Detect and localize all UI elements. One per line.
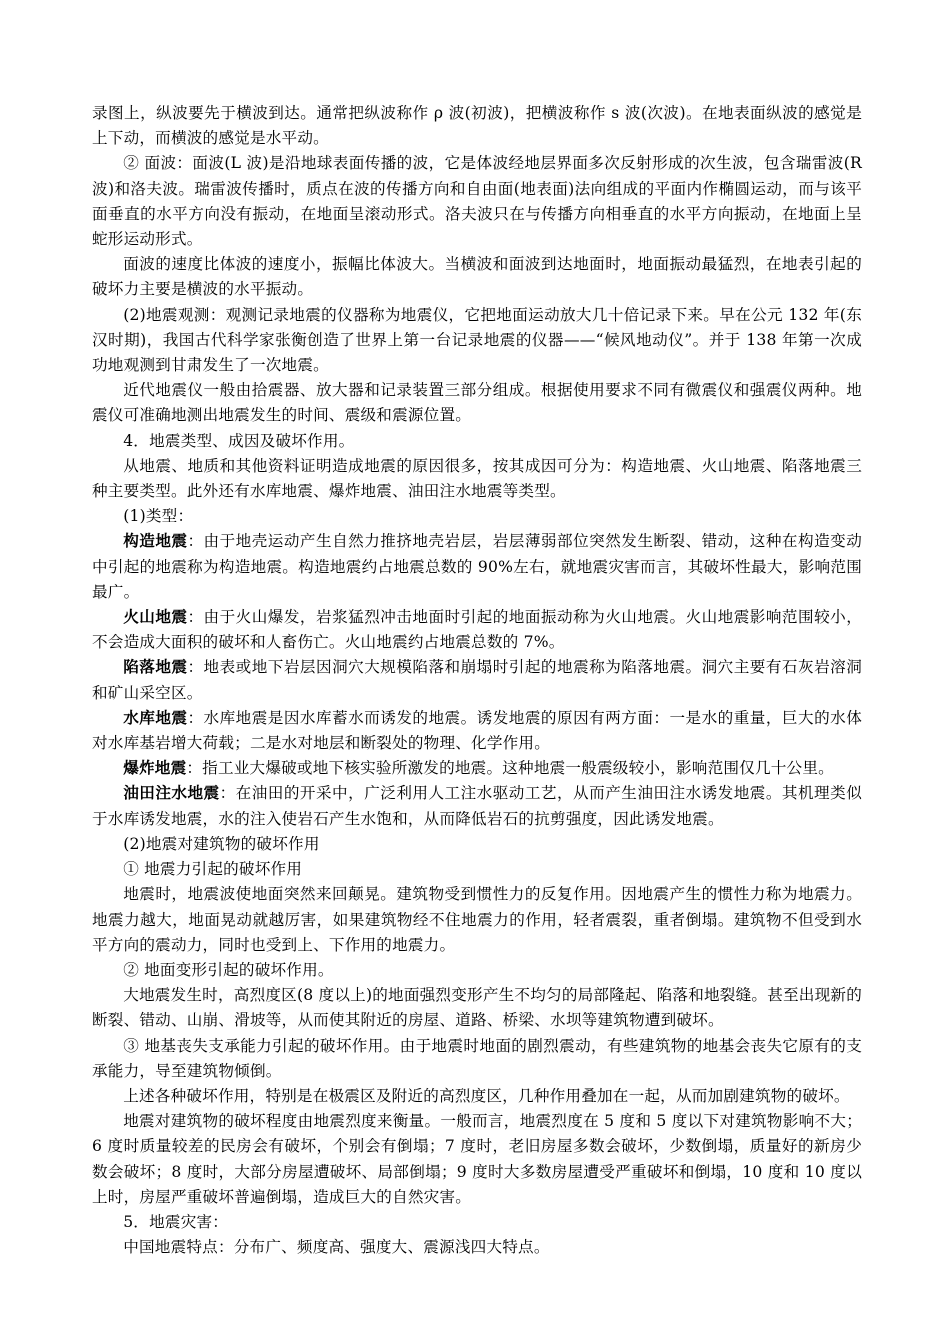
paragraph-causes [92,454,862,504]
paragraph-text: 大地震发生时，高烈度区(8 度以上)的地面强烈变形产生不均匀的局部隆起、陷落和地裂缝。甚至出现新的断裂、错动、山崩、滑坡等，从而使其附近的房屋、道路、桥梁、水坝等建筑物遭到破坏。 [92,986,862,1030]
paragraph-text: 上述各种破坏作用，特别是在极震区及附近的高烈度区，几种作用叠加在一起，从而加剧建筑物的破坏。 [123,1086,850,1105]
term-label: 火山地震 [123,608,188,627]
heading-text: ① 地震力引起的破坏作用 [123,860,303,879]
heading-text: (1)类型： [123,507,194,526]
paragraph-seismic-observation [92,303,862,379]
paragraph-text: 地震时，地震波使地面突然来回颠晃。建筑物受到惯性力的反复作用。因地震产生的惯性力称为地震力。地震力越大，地面晃动就越厉害，如果建筑物经不住地震力的作用，轻者震裂，重者倒塌。建筑物不但受到水平方向的震动力，同时也受到上、下作用的地震力。 [92,885,862,954]
paragraph-text: 录图上，纵波要先于横波到达。通常把纵波称作 ρ 波(初波)，把横波称作 s 波(次波)。在地表面纵波的感觉是上下动，而横波的感觉是水平动。 [92,104,862,148]
paragraph-reservoir-earthquake [92,706,862,756]
paragraph-tectonic-earthquake [92,529,862,605]
term-label: 油田注水地震 [123,784,220,803]
section-heading-types [92,429,862,454]
paragraph-china-features [92,1235,862,1260]
paragraph-text: ：由于地壳运动产生自然力推挤地壳岩层，岩层薄弱部位突然发生断裂、错动，这种在构造变动中引起的地震称为构造地震。构造地震约占地震总数的 90%左右，就地震灾害而言，其破坏性最大，影响范围最广。 [92,532,862,601]
paragraph-text: 近代地震仪一般由拾震器、放大器和记录装置三部分组成。根据使用要求不同有微震仪和强震仪两种。地震仪可准确地测出地震发生的时间、震级和震源位置。 [92,381,862,425]
paragraph-surface-wave-speed [92,252,862,302]
paragraph-text: ：地表或地下岩层因洞穴大规模陷落和崩塌时引起的地震称为陷落地震。洞穴主要有石灰岩溶洞和矿山采空区。 [92,658,862,702]
paragraph-collapse-earthquake [92,655,862,705]
paragraph-text: ：水库地震是因水库蓄水而诱发的地震。诱发地震的原因有两方面：一是水的重量，巨大的水体对水库基岩增大荷载；二是水对地层和断裂处的物理、化学作用。 [92,708,862,753]
paragraph-intensity-scale [92,1109,862,1210]
subheading-types [92,504,862,529]
paragraph-wave-arrival [92,101,862,151]
subheading-seismic-force [92,857,862,882]
subheading-ground-deformation [92,958,862,983]
subheading-building-damage [92,832,862,857]
paragraph-volcanic-earthquake [92,605,862,655]
heading-text: 5．地震灾害： [123,1212,229,1231]
paragraph-text: ：指工业大爆破或地下核实验所激发的地震。这种地震一般震级较小，影响范围仅几十公里。 [186,759,834,778]
heading-text: (2)地震对建筑物的破坏作用 [123,834,320,853]
paragraph-seismic-force [92,882,862,958]
paragraph-text: (2)地震观测：观测记录地震的仪器称为地震仪，它把地面运动放大几十倍记录下来。早在公元 132 年(东汉时期)，我国古代科学家张衡创造了世界上第一台记录地震的仪器——“候风地动仪”。并于 138 年第一次成功地观测到甘肃发生了一次地震。 [92,305,862,375]
paragraph-explosion-earthquake [92,756,862,781]
paragraph-text: ：由于火山爆发，岩浆猛烈冲击地面时引起的地面振动称为火山地震。火山地震影响范围较小，不会造成大面积的破坏和人畜伤亡。火山地震约占地震总数的 7%。 [92,608,862,652]
term-label: 水库地震 [123,708,188,727]
term-label: 爆炸地震 [123,759,187,778]
paragraph-modern-seismograph [92,378,862,428]
term-label: 陷落地震 [123,658,188,677]
paragraph-combined-effects [92,1084,862,1109]
paragraph-text: 从地震、地质和其他资料证明造成地震的原因很多，按其成因可分为：构造地震、火山地震、陷落地震三种主要类型。此外还有水库地震、爆炸地震、油田注水地震等类型。 [92,456,862,501]
paragraph-surface-wave [92,151,862,252]
paragraph-oilfield-earthquake [92,781,862,831]
heading-text: 4．地震类型、成因及破坏作用。 [123,431,355,450]
paragraph-text: ③ 地基丧失支承能力引起的破坏作用。由于地震时地面的剧烈震动，有些建筑物的地基会丧失它原有的支承能力，导至建筑物倾倒。 [92,1036,862,1080]
paragraph-foundation-failure [92,1034,862,1084]
paragraph-text: 中国地震特点：分布广、频度高、强度大、震源浅四大特点。 [123,1238,550,1257]
paragraph-text: ② 面波：面波(L 波)是沿地球表面传播的波，它是体波经地层界面多次反射形成的次生波，包含瑞雷波(R 波)和洛夫波。瑞雷波传播时，质点在波的传播方向和自由面(地表面)法向组成的平面内作椭圆运动，而与该平面垂直的水平方向没有振动，在地面呈滚动形式。洛夫波只在与传播方向相垂直的水平方向振动，在地面上呈蛇形运动形式。 [92,154,862,249]
heading-text: ② 地面变形引起的破坏作用。 [123,960,334,979]
paragraph-ground-deformation [92,983,862,1033]
paragraph-text: 面波的速度比体波的速度小，振幅比体波大。当横波和面波到达地面时，地面振动最猛烈，在地表引起的破坏力主要是横波的水平振动。 [92,255,862,299]
document-page [92,101,862,1260]
term-label: 构造地震 [123,532,188,551]
section-heading-disasters [92,1210,862,1235]
paragraph-text: ：在油田的开采中，广泛利用人工注水驱动工艺，从而产生油田注水诱发地震。其机理类似于水库诱发地震，水的注入使岩石产生水饱和，从而降低岩石的抗剪强度，因此诱发地震。 [92,784,862,828]
paragraph-text: 地震对建筑物的破坏程度由地震烈度来衡量。一般而言，地震烈度在 5 度和 5 度以下对建筑物影响不大；6 度时质量较差的民房会有破坏，个别会有倒塌；7 度时，老旧房屋多数会破坏，少数倒塌，质量好的新房少数会破坏；8 度时，大部分房屋遭破坏、局部倒塌；9 度时大多数房屋遭受严重破坏和倒塌，10 度和 10 度以上时，房屋严重破坏普遍倒塌，造成巨大的自然灾害。 [92,1112,862,1206]
